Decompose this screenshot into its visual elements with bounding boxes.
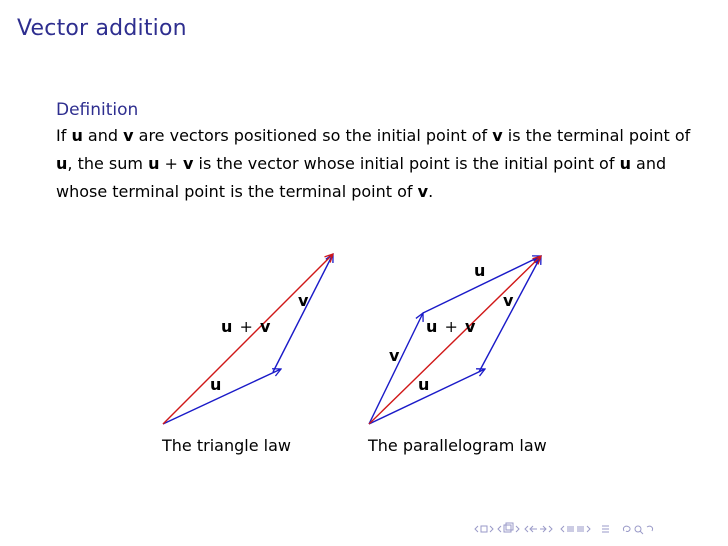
definition-title: Definition	[56, 100, 139, 120]
parallelogram-law-diagram	[369, 256, 541, 424]
frame-title: Vector addition	[17, 16, 187, 41]
parallelogram-label-u-top: u	[474, 261, 486, 280]
nav-next-section-icon[interactable]	[540, 526, 552, 532]
nav-align-icon[interactable]	[602, 526, 609, 532]
parallelogram-label-u-bottom: u	[418, 375, 430, 394]
triangle-label-v: v	[298, 291, 309, 310]
triangle-vector-v	[273, 254, 333, 372]
parallelogram-law-caption: The parallelogram law	[368, 436, 547, 455]
nav-first-icon[interactable]	[475, 526, 493, 532]
parallelogram-vector-sum	[369, 256, 541, 424]
triangle-vector-u	[163, 369, 281, 424]
nav-next-subsection-icon[interactable]	[577, 526, 590, 532]
parallelogram-vector-v-left	[369, 313, 423, 424]
triangle-label-sum: u + v	[221, 317, 271, 336]
nav-prev-section-icon[interactable]	[525, 526, 537, 532]
nav-frame-icon[interactable]	[498, 523, 519, 532]
definition-body: If u and v are vectors positioned so the initial point of v is the terminal point of u, the sum u + v is the vector whose initial point is the initial point of u and whose terminal point is the terminal point of v.	[56, 126, 691, 201]
triangle-label-u: u	[210, 375, 222, 394]
triangle-vector-sum	[163, 254, 333, 424]
parallelogram-vector-v-right	[479, 256, 541, 372]
parallelogram-label-v-left: v	[389, 346, 400, 365]
triangle-law-caption: The triangle law	[162, 436, 291, 455]
nav-search-icon[interactable]	[623, 526, 652, 534]
navigation-bar	[474, 521, 714, 537]
nav-prev-subsection-icon[interactable]	[561, 526, 574, 532]
parallelogram-label-sum: u + v	[426, 317, 476, 336]
parallelogram-label-v-right: v	[503, 291, 514, 310]
triangle-law-diagram	[163, 254, 333, 424]
